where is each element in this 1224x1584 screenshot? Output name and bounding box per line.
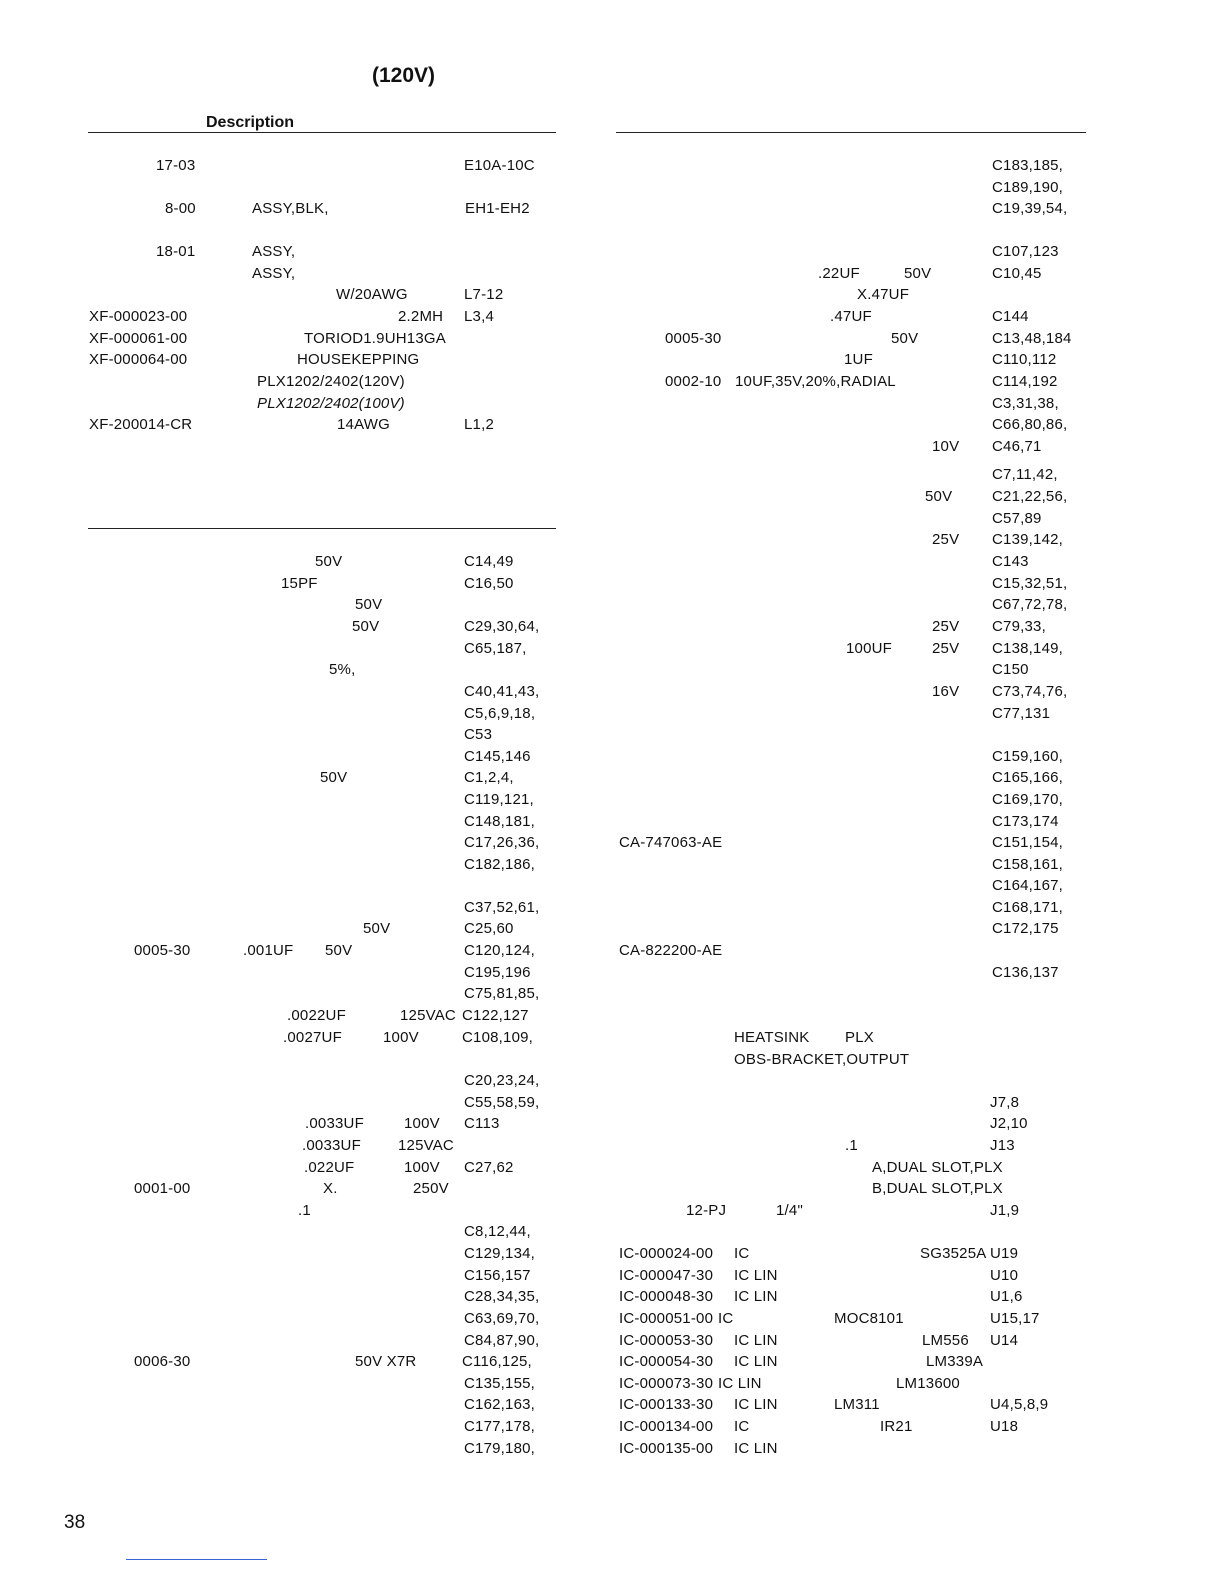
cap-voltage: 25V — [932, 640, 960, 657]
ref-designator: C116,125, — [462, 1353, 532, 1370]
cap-voltage: 10V — [932, 438, 960, 455]
ref-designator: C136,137 — [992, 964, 1059, 981]
ref-designator: C162,163, — [464, 1396, 536, 1413]
cap-spec: .022UF — [304, 1159, 355, 1176]
cap-spec: 50V — [363, 920, 391, 937]
ref-designator: C55,58,59, — [464, 1094, 540, 1111]
ref-designator: C145,146 — [464, 748, 531, 765]
ref-designator: U10 — [990, 1267, 1019, 1284]
ref-designator: C107,123 — [992, 243, 1059, 260]
part-description: W/20AWG — [336, 286, 408, 303]
ref-designator: U4,5,8,9 — [990, 1396, 1049, 1413]
cap-voltage: 50V — [925, 488, 953, 505]
ref-designator: C168,171, — [992, 899, 1064, 916]
cap-spec: X. — [323, 1180, 338, 1197]
ref-designator: U1,6 — [990, 1288, 1023, 1305]
ref-designator: C77,131 — [992, 705, 1051, 722]
ref-designator: C113 — [464, 1115, 500, 1132]
ic-model: LM13600 — [896, 1375, 960, 1392]
ic-type: IC — [734, 1418, 750, 1435]
ref-designator: C156,157 — [464, 1267, 531, 1284]
cap-spec: 5%, — [329, 661, 356, 678]
cap-spec: 1UF — [844, 351, 873, 368]
ref-designator: C158,161, — [992, 856, 1064, 873]
ref-designator: C46,71 — [992, 438, 1042, 455]
ref-designator: U15,17 — [990, 1310, 1040, 1327]
ref-designator: C114,192 — [992, 373, 1058, 390]
ic-type: IC LIN — [734, 1396, 778, 1413]
part-number: CA-822200-AE — [619, 942, 723, 959]
cap-spec: .47UF — [830, 308, 872, 325]
cap-spec: .1 — [298, 1202, 311, 1219]
ref-designator: C65,187, — [464, 640, 527, 657]
ref-designator: C17,26,36, — [464, 834, 540, 851]
part-description: PLX — [845, 1029, 874, 1046]
part-description: ASSY, — [252, 243, 296, 260]
ref-designator: J2,10 — [990, 1115, 1028, 1132]
part-number: 0002-10 — [665, 373, 722, 390]
part-number: 17-03 — [156, 157, 196, 174]
cap-voltage: 50V — [904, 265, 932, 282]
cap-spec: .0033UF — [305, 1115, 364, 1132]
page-title: (120V) — [372, 64, 436, 87]
ref-designator: C119,121, — [464, 791, 534, 808]
ref-designator: C8,12,44, — [464, 1223, 531, 1240]
ref-designator: C1,2,4, — [464, 769, 514, 786]
part-number: IC-000048-30 — [619, 1288, 714, 1305]
part-number: 0006-30 — [134, 1353, 191, 1370]
cap-spec: 50V — [355, 596, 383, 613]
part-number: IC-000047-30 — [619, 1267, 714, 1284]
cap-spec: 50V — [352, 618, 380, 635]
ref-designator: C164,167, — [992, 877, 1064, 894]
ref-designator: C25,60 — [464, 920, 514, 937]
part-description: HEATSINK — [734, 1029, 810, 1046]
cap-spec: .001UF — [243, 942, 294, 959]
cap-spec: .0027UF — [283, 1029, 342, 1046]
part-number: XF-000061-00 — [89, 330, 188, 347]
ref-designator: C151,154, — [992, 834, 1064, 851]
part-description: TORIOD1.9UH13GA — [304, 330, 446, 347]
cap-spec: .22UF — [818, 265, 860, 282]
part-number: IC-000054-30 — [619, 1353, 714, 1370]
part-number: IC-000024-00 — [619, 1245, 714, 1262]
cap-voltage: 25V — [932, 531, 960, 548]
part-description: ASSY,BLK, — [252, 200, 329, 217]
ref-designator: C40,41,43, — [464, 683, 540, 700]
left-section-rule — [88, 528, 556, 529]
ic-type: IC LIN — [734, 1440, 778, 1457]
part-number: 18-01 — [156, 243, 196, 260]
cap-voltage: 125VAC — [398, 1137, 454, 1154]
ref-designator: C139,142, — [992, 531, 1064, 548]
ref-designator: C195,196 — [464, 964, 531, 981]
ref-designator: C183,185, — [992, 157, 1064, 174]
ref-designator: C179,180, — [464, 1440, 536, 1457]
description-header: Description — [206, 114, 295, 131]
ref-designator: L1,2 — [464, 416, 494, 433]
ref-designator: EH1-EH2 — [465, 200, 530, 217]
left-header-rule — [88, 132, 556, 133]
ic-type: IC LIN — [734, 1288, 778, 1305]
part-number: CA-747063-AE — [619, 834, 723, 851]
ref-designator: C172,175 — [992, 920, 1059, 937]
ref-designator: J1,9 — [990, 1202, 1020, 1219]
cap-voltage: 100V — [404, 1159, 440, 1176]
ref-designator: U19 — [990, 1245, 1019, 1262]
cap-spec: .0033UF — [302, 1137, 361, 1154]
footer-link-underline — [126, 1559, 267, 1560]
ic-type: IC LIN — [734, 1332, 778, 1349]
part-number: XF-000064-00 — [89, 351, 188, 368]
ref-designator: C67,72,78, — [992, 596, 1068, 613]
part-number: 0001-00 — [134, 1180, 191, 1197]
ref-designator: J13 — [990, 1137, 1015, 1154]
ic-type: IC LIN — [734, 1267, 778, 1284]
cap-voltage: 125VAC — [400, 1007, 456, 1024]
ic-model: SG3525A — [920, 1245, 987, 1262]
cap-voltage: 100V — [404, 1115, 440, 1132]
ref-designator: C159,160, — [992, 748, 1064, 765]
cap-spec: 15PF — [281, 575, 318, 592]
ref-designator: C37,52,61, — [464, 899, 540, 916]
ref-designator: C120,124, — [464, 942, 536, 959]
ref-designator: C57,89 — [992, 510, 1042, 527]
ref-designator: C122,127 — [462, 1007, 529, 1024]
part-description: 2.2MH — [398, 308, 444, 325]
ref-designator: U14 — [990, 1332, 1019, 1349]
ref-designator: C21,22,56, — [992, 488, 1068, 505]
part-number: 0005-30 — [134, 942, 191, 959]
part-description: 14AWG — [337, 416, 390, 433]
ref-designator: C13,48,184 — [992, 330, 1072, 347]
ref-designator: C20,23,24, — [464, 1072, 540, 1089]
ic-model: LM556 — [922, 1332, 969, 1349]
ref-designator: C144 — [992, 308, 1029, 325]
part-description: B,DUAL SLOT,PLX — [872, 1180, 1003, 1197]
part-number: IC-000053-30 — [619, 1332, 714, 1349]
cap-spec: 100UF — [846, 640, 893, 657]
ic-type: IC — [718, 1310, 734, 1327]
cap-spec: X.47UF — [857, 286, 910, 303]
cap-spec: 50V X7R — [355, 1353, 417, 1370]
right-header-rule — [616, 132, 1086, 133]
ref-designator: L7-12 — [464, 286, 504, 303]
part-description: OBS-BRACKET,OUTPUT — [734, 1051, 910, 1068]
ref-designator: L3,4 — [464, 308, 494, 325]
ref-designator: C15,32,51, — [992, 575, 1068, 592]
ic-type: IC LIN — [734, 1353, 778, 1370]
ref-designator: C108,109, — [462, 1029, 534, 1046]
ref-designator: C165,166, — [992, 769, 1064, 786]
cap-voltage: 25V — [932, 618, 960, 635]
ic-type: IC LIN — [718, 1375, 762, 1392]
ref-designator: C169,170, — [992, 791, 1064, 808]
cap-voltage: 100V — [383, 1029, 419, 1046]
ref-designator: C138,149, — [992, 640, 1064, 657]
ref-designator: C75,81,85, — [464, 985, 540, 1002]
ref-designator: C29,30,64, — [464, 618, 540, 635]
part-number: IC-000135-00 — [619, 1440, 714, 1457]
ref-designator: C150 — [992, 661, 1029, 678]
ic-model: IR21 — [880, 1418, 913, 1435]
ref-designator: C84,87,90, — [464, 1332, 540, 1349]
ref-designator: C5,6,9,18, — [464, 705, 536, 722]
part-description: .1 — [845, 1137, 858, 1154]
cap-spec: 50V — [315, 553, 343, 570]
cap-voltage: 16V — [932, 683, 960, 700]
ic-model: LM311 — [834, 1396, 880, 1413]
ref-designator: C110,112 — [992, 351, 1057, 368]
ref-designator: C10,45 — [992, 265, 1042, 282]
cap-spec: 50V — [320, 769, 348, 786]
part-number: IC-000073-30 — [619, 1375, 714, 1392]
page-number: 38 — [64, 1512, 86, 1533]
ref-designator: J7,8 — [990, 1094, 1020, 1111]
part-description: PLX1202/2402(120V) — [257, 373, 405, 390]
ref-designator: C73,74,76, — [992, 683, 1068, 700]
ref-designator: U18 — [990, 1418, 1019, 1435]
cap-voltage: 250V — [413, 1180, 449, 1197]
part-number: IC-000051-00 — [619, 1310, 714, 1327]
ref-designator: C27,62 — [464, 1159, 514, 1176]
part-number: 8-00 — [165, 200, 196, 217]
ref-designator: C79,33, — [992, 618, 1046, 635]
part-number: XF-200014-CR — [89, 416, 193, 433]
ref-designator: C63,69,70, — [464, 1310, 540, 1327]
ref-designator: C3,31,38, — [992, 395, 1059, 412]
ref-designator: C177,178, — [464, 1418, 536, 1435]
part-description: A,DUAL SLOT,PLX — [872, 1159, 1003, 1176]
part-number: IC-000134-00 — [619, 1418, 714, 1435]
part-description: 10UF,35V,20%,RADIAL — [735, 373, 896, 390]
ref-designator: C14,49 — [464, 553, 514, 570]
ref-designator: C28,34,35, — [464, 1288, 540, 1305]
cap-voltage: 50V — [325, 942, 353, 959]
ref-designator: C66,80,86, — [992, 416, 1068, 433]
ref-designator: C148,181, — [464, 813, 536, 830]
ref-designator: C19,39,54, — [992, 200, 1068, 217]
ref-designator: C7,11,42, — [992, 466, 1058, 483]
ref-designator: C129,134, — [464, 1245, 536, 1262]
ref-designator: C189,190, — [992, 179, 1064, 196]
ref-designator: C135,155, — [464, 1375, 536, 1392]
part-description: 1/4" — [776, 1202, 803, 1219]
ic-model: MOC8101 — [834, 1310, 904, 1327]
ref-designator: C53 — [464, 726, 493, 743]
part-description: PLX1202/2402(100V) — [257, 395, 405, 412]
ref-designator: C182,186, — [464, 856, 536, 873]
part-description: HOUSEKEPPING — [297, 351, 420, 368]
ref-designator: C173,174 — [992, 813, 1059, 830]
ic-type: IC — [734, 1245, 750, 1262]
part-number: 0005-30 — [665, 330, 722, 347]
ref-designator: E10A-10C — [464, 157, 535, 174]
ref-designator: C16,50 — [464, 575, 514, 592]
part-number: XF-000023-00 — [89, 308, 188, 325]
ref-designator: C143 — [992, 553, 1029, 570]
cap-spec: .0022UF — [287, 1007, 346, 1024]
part-description: 12-PJ — [686, 1202, 727, 1219]
part-description: ASSY, — [252, 265, 296, 282]
ic-model: LM339A — [926, 1353, 984, 1370]
part-number: IC-000133-30 — [619, 1396, 714, 1413]
cap-voltage: 50V — [891, 330, 919, 347]
